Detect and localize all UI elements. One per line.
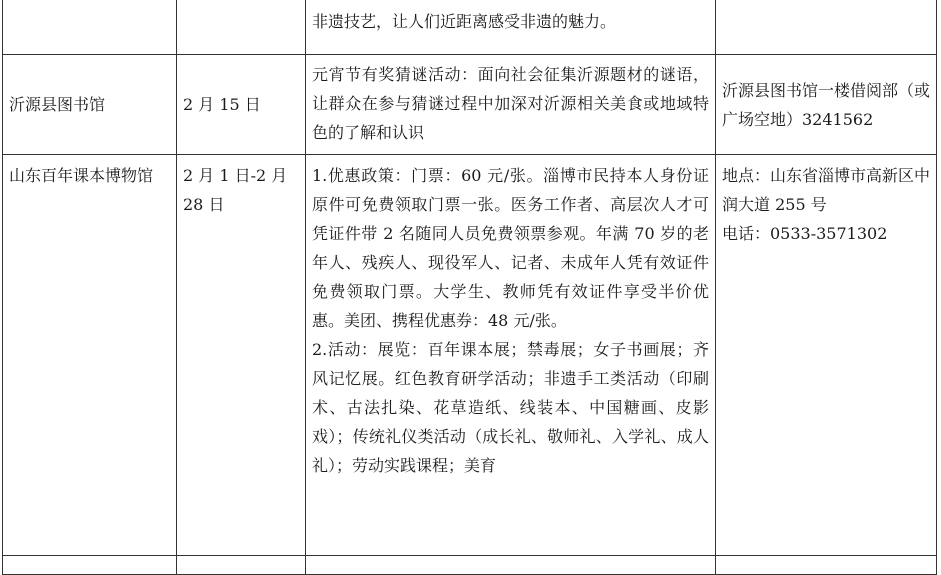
content-cell: 非遗技艺，让人们近距离感受非遗的魅力。 (306, 0, 716, 55)
contact-address: 地点：山东省淄博市高新区中润大道 255 号 (722, 166, 931, 214)
date-cell: 2 月 1 日-2 月 28 日 (177, 155, 306, 575)
table-row (3, 55, 937, 155)
venue-cell (3, 0, 177, 55)
table-bottom-border (2, 555, 936, 556)
contact-phone: 电话：0533-3571302 (722, 224, 888, 243)
table-row (3, 0, 937, 55)
content-paragraph: 1.优惠政策：门票：60 元/张。淄博市民持本人身份证原件可免费领取门票一张。医务工作者、高层次人才可凭证件带 2 名随同人员免费领票参观。年满 70 岁的老年人、残疾人、现役军人、记者、未成年人凭有效证件免费领取门票。大学生、教师凭有效证件享受半价优惠。美团、携程优惠券：48 元/张。 (312, 166, 709, 330)
venue-cell: 沂源县图书馆 (3, 55, 177, 155)
date-cell (177, 0, 306, 55)
contact-cell (716, 0, 937, 55)
content-cell: 元宵节有奖猜谜活动：面向社会征集沂源题材的谜语，让群众在参与猜谜过程中加深对沂源相关美食或地域特色的了解和认识 (306, 55, 716, 155)
contact-cell (716, 155, 937, 575)
content-cell (306, 155, 716, 575)
venue-cell: 山东百年课本博物馆 (3, 155, 177, 575)
contact-cell: 沂源县图书馆一楼借阅部（或广场空地）3241562 (716, 55, 937, 155)
table-row (3, 155, 937, 575)
content-paragraph: 2.活动：展览：百年课本展；禁毒展；女子书画展；齐风记忆展。红色教育研学活动；非遗手工类活动（印刷术、古法扎染、花草造纸、线装本、中国糖画、皮影戏）；传统礼仪类活动（成长礼、敬师礼、入学礼、成人礼）；劳动实践课程；美育 (312, 340, 709, 475)
date-cell: 2 月 15 日 (177, 55, 306, 155)
events-table (2, 0, 937, 575)
